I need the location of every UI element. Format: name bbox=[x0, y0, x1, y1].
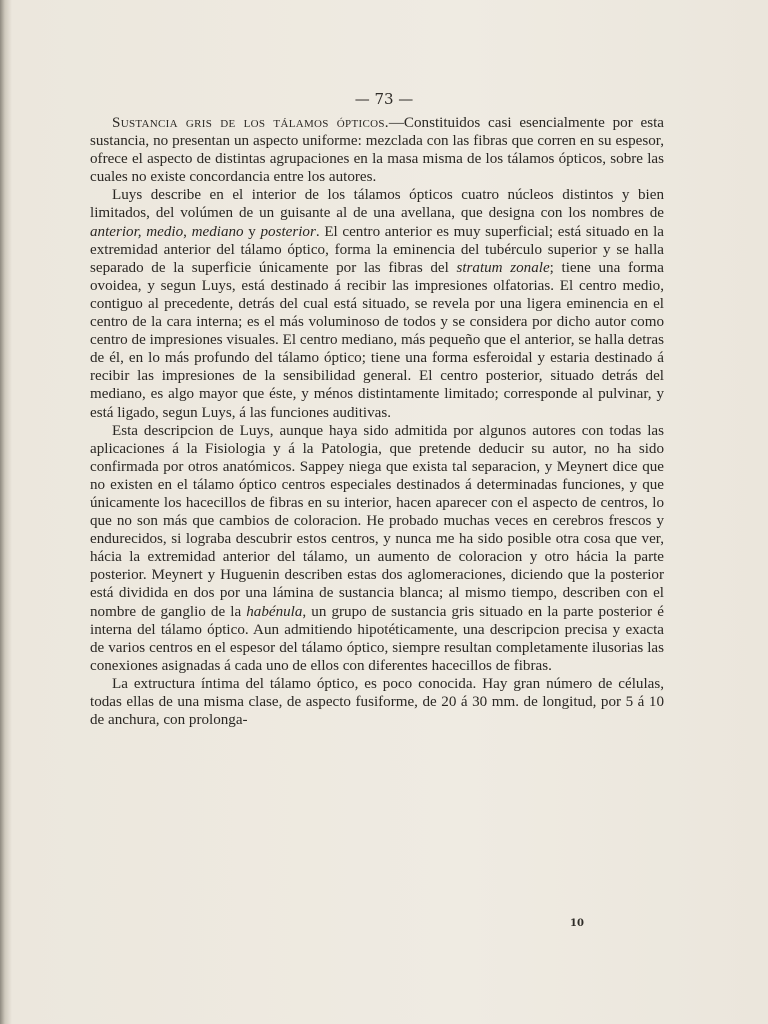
paragraph-2-text: Luys describe en el interior de los tálamos ópticos cuatro núcleos distintos y bien limitados, del volúmen de un guisante al de una avellana, que designa con los nombres de bbox=[90, 187, 664, 222]
signature-mark: 10 bbox=[570, 918, 584, 929]
paragraph-1 bbox=[90, 114, 664, 186]
paragraph-3 bbox=[90, 422, 664, 675]
italic-term: posterior bbox=[260, 223, 316, 240]
paragraph-2-text: . El centro anterior es muy superficial; está situado en la extremidad anterior del tálamo óptico, forma la eminencia del tubérculo superior y se halla separado de la superficie únicamente por las fibras del bbox=[90, 223, 664, 276]
section-heading: Sustancia gris de los tálamos ópticos. bbox=[112, 115, 389, 131]
italic-term: anterior, medio bbox=[90, 223, 184, 240]
body-text bbox=[90, 114, 664, 729]
paragraph-3-text: , un grupo de sustancia gris situado en la parte posterior é interna del tálamo óptico. Aun admitiendo hipotéticamente, una descripcion precisa y exacta de varios centros en el espesor del tálamo óptico, siempre resultan completamente ilusorias las conexiones asignadas á cada uno de ellos con diferentes hacecillos de fibras. bbox=[90, 603, 664, 674]
paragraph-1-text: —Constituidos casi esencialmente por esta sustancia, no presentan un aspecto uniforme: mezclada con las fibras que corren en su espesor, ofrece el aspecto de distintas agrupaciones en la masa misma de los tálamos ópticos, sobre las cuales no existe concordancia entre los autores. bbox=[90, 115, 664, 186]
paragraph-4 bbox=[90, 675, 664, 729]
paragraph-2-text: , bbox=[183, 223, 192, 240]
paragraph-4-text: La extructura íntima del tálamo óptico, es poco conocida. Hay gran número de células, todas ellas de una misma clase, de aspecto fusiforme, de 20 á 30 mm. de longitud, por 5 á 10 de anchura, con prolonga- bbox=[90, 675, 664, 729]
paragraph-2-text: y bbox=[243, 223, 261, 240]
paragraph-2-text: ; tiene una forma ovoidea, y segun Luys, está destinado á recibir las impresiones olfatorias. El centro medio, contiguo al precedente, detrás del cual está situado, se revela por una ligera eminencia en el centro de la cara interna; es el más voluminoso de todos y se considera por dicho autor como centro de impresiones visuales. El centro mediano, más pequeño que el anterior, se halla detras de él, en lo más profundo del tálamo óptico; tiene una forma esferoidal y estaria destinado á recibir las impresiones de la sensibilidad general. El centro posterior, situado detrás del mediano, es algo mayor que éste, y ménos distintamente limitado; corresponde al pulvinar, y está ligado, segun Luys, á las funciones auditivas. bbox=[90, 259, 664, 421]
paragraph-2 bbox=[90, 186, 664, 421]
page-number: — 73 — bbox=[354, 90, 414, 108]
paragraph-3-text: Esta descripcion de Luys, aunque haya sido admitida por algunos autores con todas las aplicaciones á la Fisiologia y á la Patologia, que pretende deducir su autor, no ha sido confirmada por otros anatómicos. Sappey niega que exista tal separacion, y Meynert dice que no existen en el tálamo óptico centros especiales destinados á determinadas funciones, y que únicamente los hacecillos de fibras en su interior, hacen aparecer con el aspecto de centros, lo que no son más que cambios de coloracion. He probado muchas veces en cerebros frescos y endurecidos, si lograba descubrir estos centros, y nunca me ha sido posible otra cosa que ver, hácia la extremidad anterior del tálamo, un aumento de coloracion y otro hácia la parte posterior. Meynert y Huguenin describen estas dos aglomeraciones, diciendo que la posterior está dividida en dos por una lámina de sustancia blanca; al mismo tiempo, describen con el nombre de ganglio de la bbox=[90, 422, 664, 620]
italic-term: habénula bbox=[246, 603, 303, 620]
italic-term: mediano bbox=[191, 223, 244, 240]
italic-term: stratum zonale bbox=[456, 259, 550, 276]
